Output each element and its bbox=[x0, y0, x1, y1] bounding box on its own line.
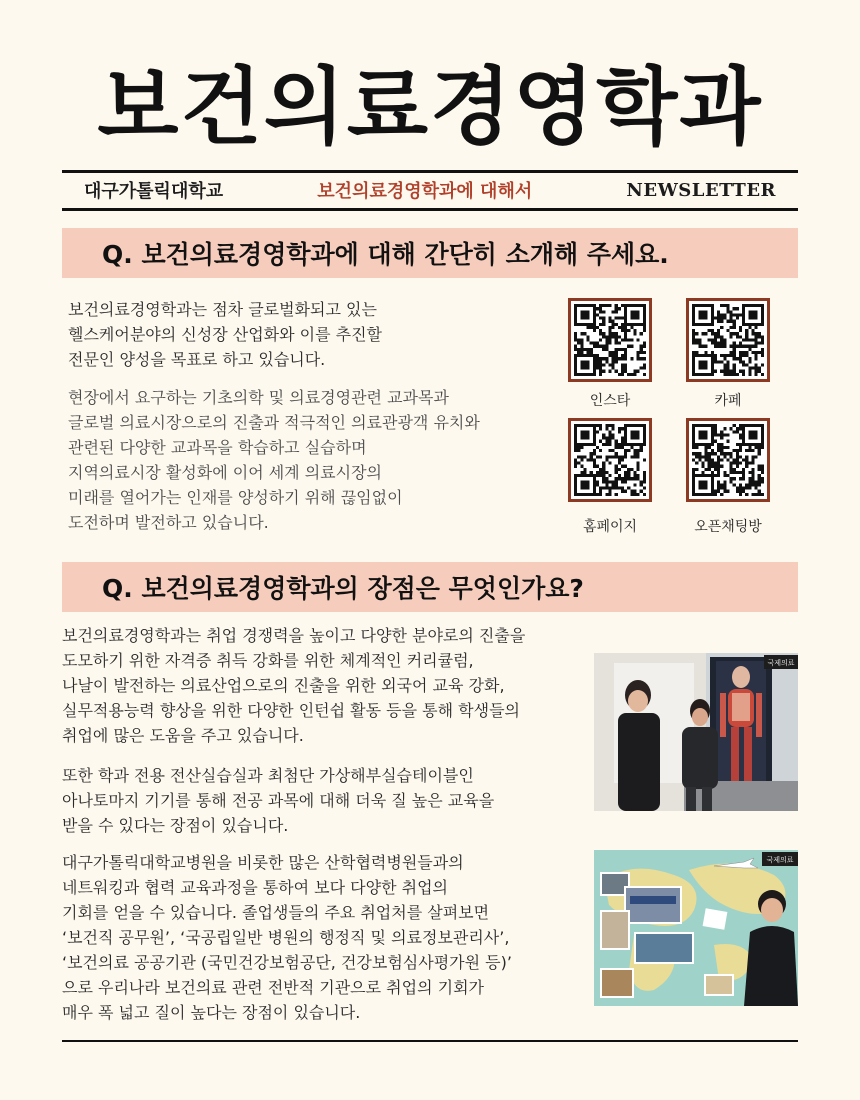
subheader-topic: 보건의료경영학과에 대해서 bbox=[317, 181, 533, 202]
qr-label-instagram: 인스타 bbox=[589, 393, 631, 409]
text-line: 현장에서 요구하는 기초의학 및 의료경영관련 교과목과 bbox=[68, 388, 449, 407]
text-line: 취업에 많은 도움을 주고 있습니다. bbox=[62, 726, 304, 745]
text-line: 매우 폭 넓고 질이 높다는 장점이 있습니다. bbox=[62, 1003, 361, 1022]
section2-para3 bbox=[62, 850, 512, 1025]
bottom-rule bbox=[62, 208, 798, 211]
text-line: 전문인 양성을 목표로 하고 있습니다. bbox=[68, 350, 326, 369]
text-line: 보건의료경영학과는 취업 경쟁력을 높이고 다양한 분야로의 진출을 bbox=[62, 626, 526, 645]
subheader-bar bbox=[62, 172, 798, 208]
qr-code-openchat[interactable] bbox=[686, 418, 770, 502]
section2-para2 bbox=[62, 763, 494, 838]
section2-heading: Q. 보건의료경영학과의 장점은 무엇인가요? bbox=[102, 574, 584, 603]
text-line: 받을 수 있다는 장점이 있습니다. bbox=[62, 816, 289, 835]
text-line: 미래를 열어가는 인재를 양성하기 위해 끊임없이 bbox=[68, 488, 403, 507]
text-line: 관련된 다양한 교과목을 학습하고 실습하며 bbox=[68, 438, 367, 457]
photo1-badge: 국제의료 bbox=[767, 659, 795, 667]
footer-rule bbox=[62, 1040, 798, 1042]
newsletter-label: NEWSLETTER bbox=[626, 179, 776, 201]
text-line: 또한 학과 전용 전산실습실과 최첨단 가상해부실습테이블인 bbox=[62, 766, 474, 785]
newsletter-title: 보건의료경영학과 bbox=[97, 58, 763, 156]
qr-code-homepage[interactable] bbox=[568, 418, 652, 502]
text-line: 나날이 발전하는 의료산업으로의 진출을 위한 외국어 교육 강화, bbox=[62, 676, 505, 695]
qr-code-instagram[interactable] bbox=[568, 298, 652, 382]
qr-label-openchat: 오픈채팅방 bbox=[694, 519, 762, 535]
text-line: 보건의료경영학과는 점차 글로벌화되고 있는 bbox=[68, 300, 377, 319]
text-line: 지역의료시장 활성화에 이어 세계 의료시장의 bbox=[68, 463, 383, 482]
photo2-badge: 국제의료 bbox=[766, 856, 794, 864]
section1-intro bbox=[68, 297, 382, 372]
text-line: 네트워킹과 협력 교육과정을 통하여 보다 다양한 취업의 bbox=[62, 878, 449, 897]
qr-label-homepage: 홈페이지 bbox=[582, 519, 638, 535]
text-line: 헬스케어분야의 신성장 산업화와 이를 추진할 bbox=[68, 325, 383, 344]
text-line: 으로 우리나라 보건의료 관련 전반적 기관으로 취업의 기회가 bbox=[62, 978, 485, 997]
text-line: ‘보건의료 공공기관 (국민건강보험공단, 건강보험심사평가원 등)’ bbox=[62, 953, 512, 972]
section2-heading-bar bbox=[62, 562, 798, 612]
section2-para1 bbox=[62, 623, 525, 748]
text-line: 기회를 얻을 수 있습니다. 졸업생들의 주요 취업처를 살펴보면 bbox=[62, 903, 490, 922]
qr-label-cafe: 카페 bbox=[714, 393, 742, 409]
text-line: 글로벌 의료시장으로의 진출과 적극적인 의료관광객 유치와 bbox=[68, 413, 480, 432]
text-line: 도모하기 위한 자격증 취득 강화를 위한 체계적인 커리큘럼, bbox=[62, 651, 474, 670]
section1-body bbox=[68, 385, 480, 535]
text-line: 실무적용능력 향상을 위한 다양한 인턴쉽 활동 등을 통해 학생들의 bbox=[62, 701, 521, 720]
section1-heading: Q. 보건의료경영학과에 대해 간단히 소개해 주세요. bbox=[102, 240, 669, 269]
text-line: ‘보건직 공무원’, ‘국공립일반 병원의 행정직 및 의료정보관리사’, bbox=[62, 928, 510, 947]
anatomy-table-photo bbox=[594, 653, 798, 811]
text-line: 아나토마지 기기를 통해 전공 과목에 대해 더욱 질 높은 교육을 bbox=[62, 791, 495, 810]
text-line: 도전하며 발전하고 있습니다. bbox=[68, 513, 269, 532]
qr-code-cafe[interactable] bbox=[686, 298, 770, 382]
world-map-collage-photo bbox=[594, 850, 798, 1006]
university-name: 대구가톨릭대학교 bbox=[84, 181, 224, 202]
section1-heading-bar bbox=[62, 228, 798, 278]
text-line: 대구가톨릭대학교병원을 비롯한 많은 산학협력병원들과의 bbox=[62, 853, 464, 872]
